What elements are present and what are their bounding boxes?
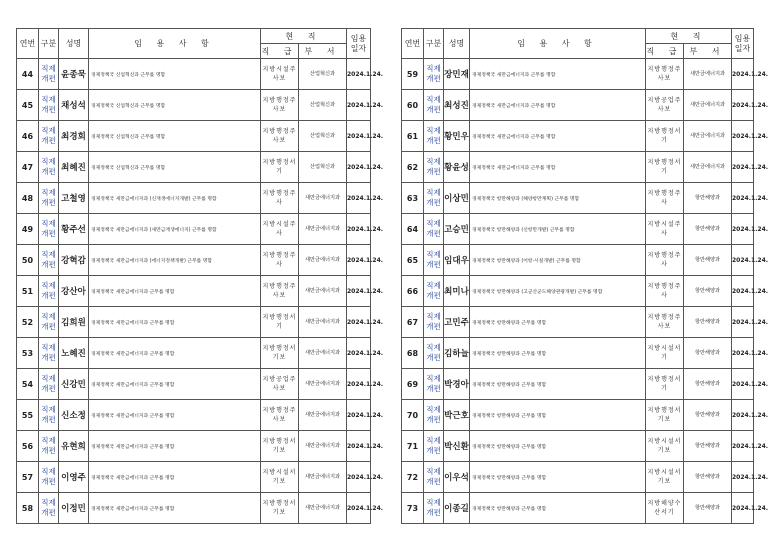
row-name: 신소정 bbox=[59, 400, 89, 431]
row-dept: 새만금에너지과 bbox=[684, 90, 732, 121]
row-category: 직제개편 bbox=[39, 400, 59, 431]
row-number: 61 bbox=[402, 121, 424, 152]
row-name: 박경아 bbox=[444, 369, 470, 400]
header-content: 임 용 사 항 bbox=[89, 29, 261, 59]
table-row bbox=[402, 493, 754, 524]
row-number: 47 bbox=[17, 152, 39, 183]
row-dept: 새만금에너지과 bbox=[299, 307, 347, 338]
row-dept: 새만금에너지과 bbox=[299, 214, 347, 245]
row-dept: 항만해양과 bbox=[684, 183, 732, 214]
table-row bbox=[402, 400, 754, 431]
table-row bbox=[17, 90, 371, 121]
row-number: 46 bbox=[17, 121, 39, 152]
row-rank: 지방시설서기 bbox=[646, 338, 684, 369]
header-no: 연번 bbox=[402, 29, 424, 59]
row-category: 직제개편 bbox=[424, 431, 444, 462]
row-number: 51 bbox=[17, 276, 39, 307]
row-dept: 산업혁신과 bbox=[299, 59, 347, 90]
row-category: 직제개편 bbox=[39, 307, 59, 338]
left-personnel-table bbox=[16, 28, 384, 524]
row-date: 2024.1.24. bbox=[732, 152, 754, 183]
table-row bbox=[402, 276, 754, 307]
row-rank: 지방행정서기보 bbox=[261, 338, 299, 369]
header-date: 임용일자 bbox=[732, 29, 754, 59]
header-dept: 부 서 bbox=[299, 44, 347, 59]
row-date: 2024.1.24. bbox=[347, 462, 371, 493]
row-date: 2024.1.24. bbox=[347, 90, 371, 121]
row-category: 직제개편 bbox=[39, 276, 59, 307]
row-content: 경제정책국 새만금에너지과 근무를 명함 bbox=[89, 400, 261, 431]
row-rank: 지방행정서기보 bbox=[261, 431, 299, 462]
row-dept: 항만해양과 bbox=[684, 431, 732, 462]
row-dept: 항만해양과 bbox=[684, 245, 732, 276]
row-number: 52 bbox=[17, 307, 39, 338]
row-rank: 지방행정주사 bbox=[261, 245, 299, 276]
row-content: 경제정책국 새만금에너지과 근무를 명함 bbox=[89, 338, 261, 369]
table-row bbox=[402, 369, 754, 400]
row-name: 고승민 bbox=[444, 214, 470, 245]
table-row bbox=[17, 400, 371, 431]
table-row bbox=[402, 462, 754, 493]
row-dept: 새만금에너지과 bbox=[299, 431, 347, 462]
row-rank: 지방행정주사 bbox=[646, 245, 684, 276]
row-dept: 새만금에너지과 bbox=[299, 493, 347, 524]
table-row bbox=[402, 431, 754, 462]
row-rank: 지방행정서기 bbox=[646, 152, 684, 183]
row-number: 67 bbox=[402, 307, 424, 338]
row-number: 72 bbox=[402, 462, 424, 493]
row-number: 58 bbox=[17, 493, 39, 524]
row-dept: 새만금에너지과 bbox=[299, 400, 347, 431]
row-content: 경제정책국 새만금에너지과 근무를 명함 bbox=[89, 276, 261, 307]
row-number: 70 bbox=[402, 400, 424, 431]
row-category: 직제개편 bbox=[424, 276, 444, 307]
row-name: 이영주 bbox=[59, 462, 89, 493]
row-dept: 새만금에너지과 bbox=[684, 121, 732, 152]
row-category: 직제개편 bbox=[424, 307, 444, 338]
header-date: 임용일자 bbox=[347, 29, 371, 59]
row-date: 2024.1.24. bbox=[732, 369, 754, 400]
row-date: 2024.1.24. bbox=[732, 307, 754, 338]
row-date: 2024.1.24. bbox=[347, 59, 371, 90]
row-number: 63 bbox=[402, 183, 424, 214]
row-name: 노혜진 bbox=[59, 338, 89, 369]
row-category: 직제개편 bbox=[424, 59, 444, 90]
row-rank: 지방행정주사 bbox=[646, 276, 684, 307]
row-number: 53 bbox=[17, 338, 39, 369]
header-dept: 부 서 bbox=[684, 44, 732, 59]
row-category: 직제개편 bbox=[39, 152, 59, 183]
row-content: 경제정책국 새만금에너지과 근무를 명함 bbox=[89, 493, 261, 524]
row-content: 경제정책국 신업혁신과 근무를 명함 bbox=[89, 121, 261, 152]
row-date: 2024.1.24. bbox=[732, 493, 754, 524]
row-name: 황주선 bbox=[59, 214, 89, 245]
row-rank: 지방행정서기 bbox=[646, 369, 684, 400]
row-dept: 새만금에너지과 bbox=[299, 183, 347, 214]
row-content: 경제정책국 새만금에너지과 근무를 명함 bbox=[89, 431, 261, 462]
row-date: 2024.1.24. bbox=[347, 276, 371, 307]
row-date: 2024.1.24. bbox=[347, 307, 371, 338]
header-category: 구분 bbox=[39, 29, 59, 59]
row-category: 직제개편 bbox=[424, 369, 444, 400]
row-name: 최혜진 bbox=[59, 152, 89, 183]
row-dept: 항만해양과 bbox=[684, 369, 732, 400]
row-number: 44 bbox=[17, 59, 39, 90]
row-rank: 지방시설서기보 bbox=[261, 462, 299, 493]
table-row bbox=[17, 307, 371, 338]
row-name: 장민재 bbox=[444, 59, 470, 90]
row-category: 직제개편 bbox=[39, 183, 59, 214]
table-row bbox=[17, 369, 371, 400]
row-name: 최미나 bbox=[444, 276, 470, 307]
row-content: 경제정책국 새만금에너지과 근무를 명함 bbox=[89, 462, 261, 493]
row-content: 경제정책국 새만금에너지과 근무를 명함 bbox=[89, 307, 261, 338]
table-row bbox=[17, 152, 371, 183]
header-rank: 직 급 bbox=[261, 44, 299, 59]
row-rank: 지방시설서기보 bbox=[646, 462, 684, 493]
table-row bbox=[17, 493, 371, 524]
row-number: 65 bbox=[402, 245, 424, 276]
header-content: 임 용 사 항 bbox=[470, 29, 646, 59]
table-row bbox=[402, 245, 754, 276]
row-dept: 산업혁신과 bbox=[299, 90, 347, 121]
table-row bbox=[402, 338, 754, 369]
row-date: 2024.1.24. bbox=[732, 276, 754, 307]
row-number: 69 bbox=[402, 369, 424, 400]
row-category: 직제개편 bbox=[424, 90, 444, 121]
row-name: 최성진 bbox=[444, 90, 470, 121]
table-row bbox=[17, 245, 371, 276]
row-rank: 지방행정주사보 bbox=[261, 400, 299, 431]
row-content: 경제정책국 항만해양과 근무를 명함 bbox=[470, 307, 646, 338]
row-number: 55 bbox=[17, 400, 39, 431]
row-number: 45 bbox=[17, 90, 39, 121]
row-category: 직제개편 bbox=[39, 462, 59, 493]
row-date: 2024.1.24. bbox=[347, 152, 371, 183]
row-dept: 새만금에너지과 bbox=[684, 152, 732, 183]
header-current: 현 직 bbox=[646, 29, 732, 44]
row-content: 경제정책국 항만해양과 근무를 명함 bbox=[470, 462, 646, 493]
row-rank: 지방행정주사보 bbox=[261, 276, 299, 307]
row-name: 채성석 bbox=[59, 90, 89, 121]
row-date: 2024.1.24. bbox=[732, 214, 754, 245]
table-row bbox=[17, 59, 371, 90]
row-category: 직제개편 bbox=[424, 338, 444, 369]
row-name: 고철영 bbox=[59, 183, 89, 214]
row-category: 직제개편 bbox=[424, 214, 444, 245]
row-rank: 지방시설서기보 bbox=[646, 431, 684, 462]
table-row bbox=[17, 431, 371, 462]
row-date: 2024.1.24. bbox=[347, 338, 371, 369]
row-rank: 지방행정서기 bbox=[261, 307, 299, 338]
table-row bbox=[17, 276, 371, 307]
row-number: 60 bbox=[402, 90, 424, 121]
row-date: 2024.1.24. bbox=[732, 400, 754, 431]
row-number: 59 bbox=[402, 59, 424, 90]
row-dept: 항만해양과 bbox=[684, 338, 732, 369]
row-content: 경제정책국 항만해양과 근무를 명함 bbox=[470, 431, 646, 462]
row-content: 경제정책국 새만금에너지과 근무를 명함 bbox=[470, 90, 646, 121]
row-rank: 지방행정주사보 bbox=[261, 90, 299, 121]
row-number: 73 bbox=[402, 493, 424, 524]
row-content: 경제정책국 항만해양과 근무를 명함 bbox=[470, 400, 646, 431]
row-content: 경제정책국 신업혁신과 근무를 명함 bbox=[89, 90, 261, 121]
header-name: 성명 bbox=[59, 29, 89, 59]
row-number: 68 bbox=[402, 338, 424, 369]
row-content: 경제정책국 새만금에너지과 근무를 명함 bbox=[470, 59, 646, 90]
row-date: 2024.1.24. bbox=[347, 493, 371, 524]
row-content: 경제정책국 항만해양과 근무를 명함 bbox=[470, 493, 646, 524]
row-number: 49 bbox=[17, 214, 39, 245]
table-row bbox=[17, 462, 371, 493]
row-category: 직제개편 bbox=[424, 493, 444, 524]
row-number: 50 bbox=[17, 245, 39, 276]
table-row bbox=[402, 90, 754, 121]
row-date: 2024.1.24. bbox=[347, 183, 371, 214]
row-rank: 지방행정주사보 bbox=[646, 307, 684, 338]
table-row bbox=[402, 307, 754, 338]
row-date: 2024.1.24. bbox=[732, 183, 754, 214]
row-rank: 지방행정주사 bbox=[261, 183, 299, 214]
row-name: 최경회 bbox=[59, 121, 89, 152]
row-name: 황민우 bbox=[444, 121, 470, 152]
row-dept: 새만금에너지과 bbox=[299, 462, 347, 493]
row-name: 이상민 bbox=[444, 183, 470, 214]
row-date: 2024.1.24. bbox=[732, 90, 754, 121]
table-row bbox=[402, 121, 754, 152]
table-row bbox=[402, 59, 754, 90]
header-category: 구분 bbox=[424, 29, 444, 59]
row-date: 2024.1.24. bbox=[732, 338, 754, 369]
row-name: 강혁감 bbox=[59, 245, 89, 276]
row-category: 직제개편 bbox=[39, 338, 59, 369]
row-content: 경제정책국 새만금에너지과 (에너지정책개발) 근무를 명함 bbox=[89, 245, 261, 276]
table-row bbox=[17, 214, 371, 245]
row-category: 직제개편 bbox=[424, 462, 444, 493]
row-dept: 새만금에너지과 bbox=[299, 369, 347, 400]
row-name: 이우석 bbox=[444, 462, 470, 493]
row-rank: 지방시설주사보 bbox=[261, 59, 299, 90]
row-number: 66 bbox=[402, 276, 424, 307]
row-category: 직제개편 bbox=[424, 183, 444, 214]
row-rank: 지방시설주사 bbox=[646, 214, 684, 245]
row-category: 직제개편 bbox=[424, 121, 444, 152]
row-rank: 지방행정서기보 bbox=[646, 400, 684, 431]
row-date: 2024.1.24. bbox=[732, 245, 754, 276]
table-row bbox=[402, 183, 754, 214]
row-content: 경제정책국 새만금에너지과 근무를 명함 bbox=[470, 121, 646, 152]
row-date: 2024.1.24. bbox=[347, 214, 371, 245]
row-rank: 지방행정서기 bbox=[261, 152, 299, 183]
row-rank: 지방행정서기보 bbox=[261, 493, 299, 524]
table-row bbox=[17, 121, 371, 152]
row-name: 박근호 bbox=[444, 400, 470, 431]
table-row bbox=[17, 183, 371, 214]
row-name: 박신환 bbox=[444, 431, 470, 462]
row-name: 황윤성 bbox=[444, 152, 470, 183]
row-dept: 항만해양과 bbox=[684, 493, 732, 524]
row-dept: 항만해양과 bbox=[684, 214, 732, 245]
row-category: 직제개편 bbox=[39, 90, 59, 121]
row-dept: 새만금에너지과 bbox=[299, 245, 347, 276]
table-row bbox=[402, 152, 754, 183]
row-dept: 항만해양과 bbox=[684, 307, 732, 338]
row-rank: 지방시설주사 bbox=[261, 214, 299, 245]
row-name: 이종길 bbox=[444, 493, 470, 524]
row-content: 경제정책국 새만금에너지과 (새만금재생에너지) 근무를 명함 bbox=[89, 214, 261, 245]
header-name: 성명 bbox=[444, 29, 470, 59]
row-content: 경제정책국 새만금에너지과 근무를 명함 bbox=[470, 152, 646, 183]
row-date: 2024.1.24. bbox=[732, 462, 754, 493]
row-date: 2024.1.24. bbox=[347, 369, 371, 400]
header-no: 연번 bbox=[17, 29, 39, 59]
row-name: 고민주 bbox=[444, 307, 470, 338]
row-date: 2024.1.24. bbox=[732, 59, 754, 90]
row-dept: 산업혁신과 bbox=[299, 152, 347, 183]
row-name: 윤종묵 bbox=[59, 59, 89, 90]
row-category: 직제개편 bbox=[424, 245, 444, 276]
row-name: 김하늘 bbox=[444, 338, 470, 369]
row-name: 강산아 bbox=[59, 276, 89, 307]
row-content: 경제정책국 항만해양과 (해양항만계획) 근무를 명함 bbox=[470, 183, 646, 214]
row-category: 직제개편 bbox=[39, 369, 59, 400]
row-number: 71 bbox=[402, 431, 424, 462]
row-rank: 지방행정주사보 bbox=[261, 121, 299, 152]
row-date: 2024.1.24. bbox=[347, 431, 371, 462]
row-category: 직제개편 bbox=[39, 59, 59, 90]
right-personnel-table bbox=[401, 28, 769, 524]
row-date: 2024.1.24. bbox=[347, 245, 371, 276]
row-dept: 항만해양과 bbox=[684, 400, 732, 431]
row-content: 경제정책국 항만해양과 근무를 명함 bbox=[470, 369, 646, 400]
table-row bbox=[402, 214, 754, 245]
row-category: 직제개편 bbox=[424, 400, 444, 431]
header-rank: 직 급 bbox=[646, 44, 684, 59]
row-category: 직제개편 bbox=[39, 493, 59, 524]
header-current: 현 직 bbox=[261, 29, 347, 44]
row-category: 직제개편 bbox=[39, 214, 59, 245]
row-content: 경제정책국 항만해양과 (신항만개발) 근무를 명함 bbox=[470, 214, 646, 245]
row-rank: 지방공업주사보 bbox=[646, 90, 684, 121]
row-content: 경제정책국 새만금에너지과 (신재생에너지개발) 근무를 명함 bbox=[89, 183, 261, 214]
row-content: 경제정책국 항만해양과 (고군산군도해양관광개발) 근무를 명함 bbox=[470, 276, 646, 307]
row-content: 경제정책국 신업혁신과 근무를 명함 bbox=[89, 59, 261, 90]
row-rank: 지방행정주사보 bbox=[646, 59, 684, 90]
row-dept: 항만해양과 bbox=[684, 276, 732, 307]
row-category: 직제개편 bbox=[424, 152, 444, 183]
row-name: 임대우 bbox=[444, 245, 470, 276]
row-content: 경제정책국 새만금에너지과 근무를 명함 bbox=[89, 369, 261, 400]
row-content: 경제정책국 신업혁신과 근무를 명함 bbox=[89, 152, 261, 183]
row-name: 유현희 bbox=[59, 431, 89, 462]
row-rank: 지방행정서기 bbox=[646, 121, 684, 152]
row-dept: 항만해양과 bbox=[684, 462, 732, 493]
row-date: 2024.1.24. bbox=[732, 121, 754, 152]
row-date: 2024.1.24. bbox=[732, 431, 754, 462]
row-rank: 지방해양수산서기 bbox=[646, 493, 684, 524]
row-category: 직제개편 bbox=[39, 121, 59, 152]
row-category: 직제개편 bbox=[39, 431, 59, 462]
row-number: 57 bbox=[17, 462, 39, 493]
row-number: 62 bbox=[402, 152, 424, 183]
row-number: 56 bbox=[17, 431, 39, 462]
row-number: 64 bbox=[402, 214, 424, 245]
row-name: 신강민 bbox=[59, 369, 89, 400]
row-dept: 새만금에너지과 bbox=[684, 59, 732, 90]
row-dept: 새만금에너지과 bbox=[299, 276, 347, 307]
row-name: 김희원 bbox=[59, 307, 89, 338]
table-row bbox=[17, 338, 371, 369]
row-rank: 지방행정주사 bbox=[646, 183, 684, 214]
row-rank: 지방공업주사보 bbox=[261, 369, 299, 400]
row-content: 경제정책국 항만해양과 (어항·시설개발) 근무를 명함 bbox=[470, 245, 646, 276]
row-name: 이정민 bbox=[59, 493, 89, 524]
row-dept: 새만금에너지과 bbox=[299, 338, 347, 369]
row-dept: 산업혁신과 bbox=[299, 121, 347, 152]
row-number: 54 bbox=[17, 369, 39, 400]
row-number: 48 bbox=[17, 183, 39, 214]
row-category: 직제개편 bbox=[39, 245, 59, 276]
row-date: 2024.1.24. bbox=[347, 121, 371, 152]
row-content: 경제정책국 항만해양과 근무를 명함 bbox=[470, 338, 646, 369]
row-date: 2024.1.24. bbox=[347, 400, 371, 431]
